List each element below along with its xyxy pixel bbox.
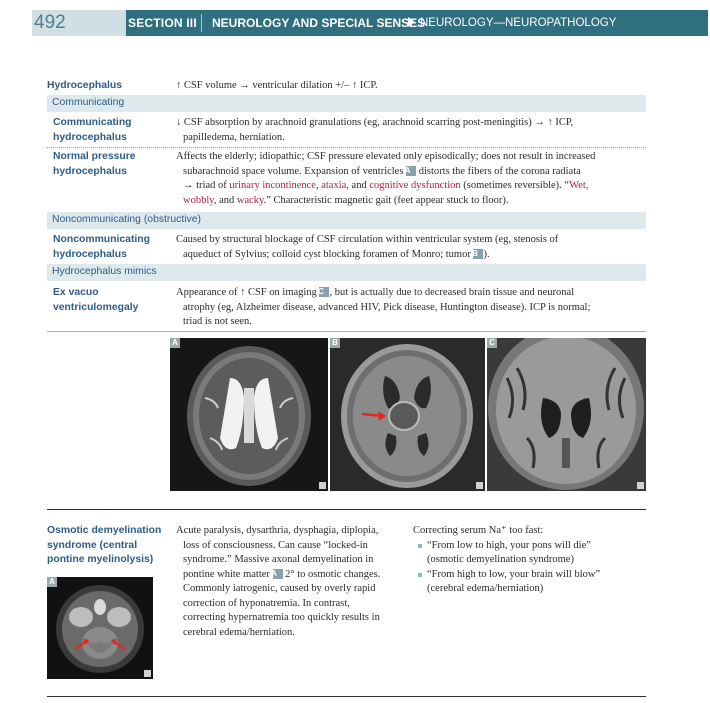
section-divider [47,696,646,697]
desc-line: atrophy (eg, Alzheimer disease, advanced HIV, Pick disease, Huntington disease). ICP is normal; [183,301,591,313]
mnemonic-title: Correcting serum Na⁺ too fast: [413,525,544,536]
desc-line: Acute paralysis, dysarthria, dysphagia, diplopia, [176,525,379,536]
desc-line: , but is actually due to decreased brain tissue and neuronal [329,287,575,298]
image-label-b: B [330,338,340,348]
page-header [32,10,708,36]
term-line: syndrome (central [47,539,138,551]
list-item [413,539,646,568]
row-divider [47,147,646,148]
chapter-subtitle [408,10,616,36]
figure-ref-b: B [473,249,483,259]
figure-ref-c: C [319,287,329,297]
ex-vacuo-term [53,286,173,315]
mri-image-b [330,338,485,491]
term-line: ventriculomegaly [53,301,139,313]
desc-line: triad is not seen. [183,316,252,327]
mri-image-osmotic-a [47,577,153,679]
nph-term [53,150,173,179]
keyword-wobbly: wobbly [183,194,214,206]
desc-line: Appearance of ↑ CSF on imaging [176,287,317,298]
mri-image-c [487,338,646,491]
mri-image-a [170,338,328,491]
noncommunicating-hydrocephalus-term [53,233,173,262]
desc-line: papilledema, herniation. [183,131,285,143]
triangle-right-icon [408,17,415,27]
desc-text: .” Characteristic magnetic gait (feet appear stuck to floor). [263,194,509,206]
ex-vacuo-desc [176,286,646,330]
desc-text: , and [346,180,370,191]
bullet-line: “From low to high, your pons will die” [427,539,591,551]
nph-desc [176,150,646,208]
term-line: pontine myelinolysis) [47,554,154,565]
corner-mark [476,482,483,489]
band-communicating: Communicating [47,95,646,112]
section-label: SECTION III [128,16,197,30]
term-line: hydrocephalus [53,248,127,260]
hydrocephalus-term: Hydrocephalus [47,80,123,91]
desc-line: Affects the elderly; idiopathic; CSF pressure elevated only episodically; does not result in increased [176,151,596,162]
desc-text: → triad of [183,180,230,191]
image-label-osmotic-a: A [47,577,57,587]
desc-line: 2° to osmotic changes. [282,568,381,580]
hydrocephalus-definition: ↑ CSF volume → ventricular dilation +/– ↑ ICP. [176,80,378,91]
band-mimics: Hydrocephalus mimics [47,264,646,281]
keyword-urinary-incontinence: urinary incontinence [229,180,316,191]
figure-ref-a: A [406,166,416,176]
desc-line: loss of consciousness. Can cause “locked-in [183,539,368,551]
page-number: 492 [32,10,126,36]
term-line: hydrocephalus [53,165,127,177]
desc-line: pontine white matter [183,568,270,580]
osmotic-mnemonic [413,524,646,597]
communicating-hydrocephalus-desc [176,116,646,145]
desc-line: syndrome.” Massive axonal demyelination in [183,554,374,565]
corner-mark [319,482,326,489]
desc-line: Caused by structural blockage of CSF circulation within ventricular system (eg, stenosis of [176,234,559,245]
term-line: Communicating [53,117,132,128]
figure-ref-a: A [273,569,283,579]
header-divider [201,14,202,32]
desc-text: (sometimes reversible). “ [460,180,570,191]
list-item [413,568,646,597]
term-line: Noncommunicating [53,234,150,245]
keyword-wacky: wacky [236,194,264,206]
term-line: Osmotic demyelination [47,525,162,536]
term-line: Ex vacuo [53,287,99,298]
bullet-line: (osmotic demyelination syndrome) [427,554,574,565]
desc-line: distorts the fibers of the corona radiata [416,165,581,177]
desc-line: cerebral edema/herniation. [183,626,295,638]
image-label-c: C [487,338,497,348]
chapter-title: NEUROLOGY AND SPECIAL SENSES [212,16,426,30]
desc-line: ↓ CSF absorption by arachnoid granulations (eg, arachnoid scarring post-meningitis) → ↑ ICP, [176,117,574,128]
bullet-line: (cerebral edema/herniation) [427,583,544,594]
osmotic-desc [176,524,408,640]
corner-mark [144,670,151,677]
band-noncommunicating: Noncommunicating (obstructive) [47,212,646,229]
mnemonic-list [413,539,646,597]
desc-line: correction of hyponatremia. In contrast, [183,597,350,609]
desc-line: correcting hypernatremia too quickly results in [183,612,380,623]
chapter-subtitle-text: NEUROLOGY—NEUROPATHOLOGY [420,17,617,29]
desc-text: , and [213,194,237,206]
image-label-a: A [170,338,180,348]
communicating-hydrocephalus-term [53,116,173,145]
row-divider [47,331,646,332]
corner-mark [637,482,644,489]
term-line: Normal pressure [53,151,136,162]
keyword-cognitive-dysfunction: cognitive dysfunction [369,180,461,191]
keyword-wet: Wet, [569,180,589,191]
noncommunicating-hydrocephalus-desc [176,233,646,262]
section-divider [47,509,646,510]
desc-line: aqueduct of Sylvius; colloid cyst blocking foramen of Monro; tumor [183,248,471,260]
keyword-ataxia: ataxia [321,180,347,191]
term-line: hydrocephalus [53,131,127,143]
desc-text: , [315,180,322,191]
bullet-line: “From high to low, your brain will blow” [427,568,601,580]
osmotic-term [47,524,172,568]
desc-line: subarachnoid space volume. Expansion of ventricles [183,165,404,177]
desc-line: Commonly iatrogenic, caused by overly rapid [183,583,376,594]
desc-text: ). [483,248,490,260]
